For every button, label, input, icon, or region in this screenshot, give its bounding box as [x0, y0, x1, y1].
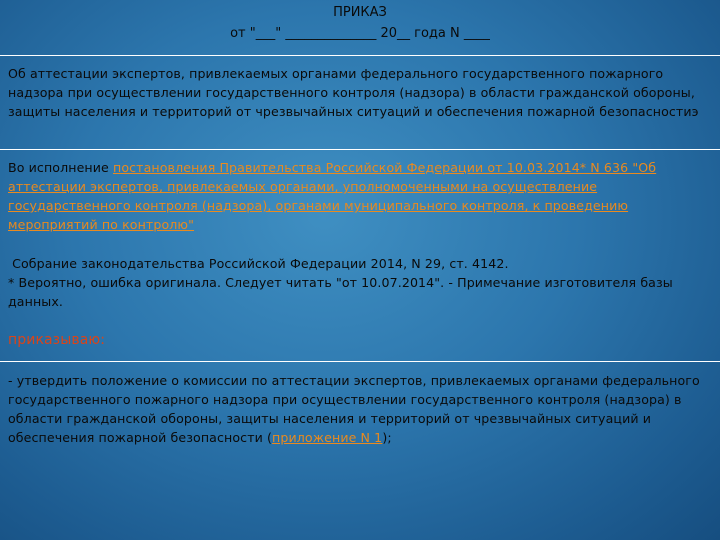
date-line: от "___" ______________ 20__ года N ____	[230, 26, 490, 41]
preamble-prefix: Во исполнение	[8, 160, 113, 175]
document-title	[0, 4, 720, 21]
divider-order	[0, 361, 720, 362]
order-item	[8, 371, 712, 447]
resolution-link[interactable]: постановления Правительства Российской Федерации от 10.03.2014* N 636 "Об аттестации экспертов, привлекаемых органами, уполномоченными на осуществление государственного контроля (надзора), органами муниципального контроля, к проведению мероприятий по контролю"	[8, 160, 657, 232]
title-text: ПРИКАЗ	[333, 5, 387, 20]
preamble-paragraph	[8, 158, 712, 234]
order-word: приказываю:	[8, 332, 106, 348]
footnote-source: Собрание законодательства Российской Федерации 2014, N 29, ст. 4142.	[8, 256, 509, 271]
subject-paragraph: Об аттестации экспертов, привлекаемых органами федерального государственного пожарного надзора при осуществлении государственного контроля (надзора) в области гражданской обороны, защиты населения и территорий от чрезвычайных ситуаций и обеспечения пожарной безопасностиэ	[8, 66, 699, 119]
item-suffix: );	[382, 430, 392, 445]
divider-subject	[0, 149, 720, 150]
footnote-note: * Вероятно, ошибка оригинала. Следует читать "от 10.07.2014". - Примечание изготовителя базы данных.	[8, 275, 673, 309]
appendix-link[interactable]: приложение N 1	[272, 430, 383, 445]
footnote-block	[8, 254, 712, 311]
divider-top	[0, 55, 720, 56]
item-text: - утвердить положение о комиссии по аттестации экспертов, привлекаемых органами федерального государственного пожарного надзора при осуществлении государственного контроля (надзора) в области гражданской обороны, защиты населения и территорий от чрезвычайных ситуаций и обеспечения пожарной безопасности (	[8, 373, 700, 445]
